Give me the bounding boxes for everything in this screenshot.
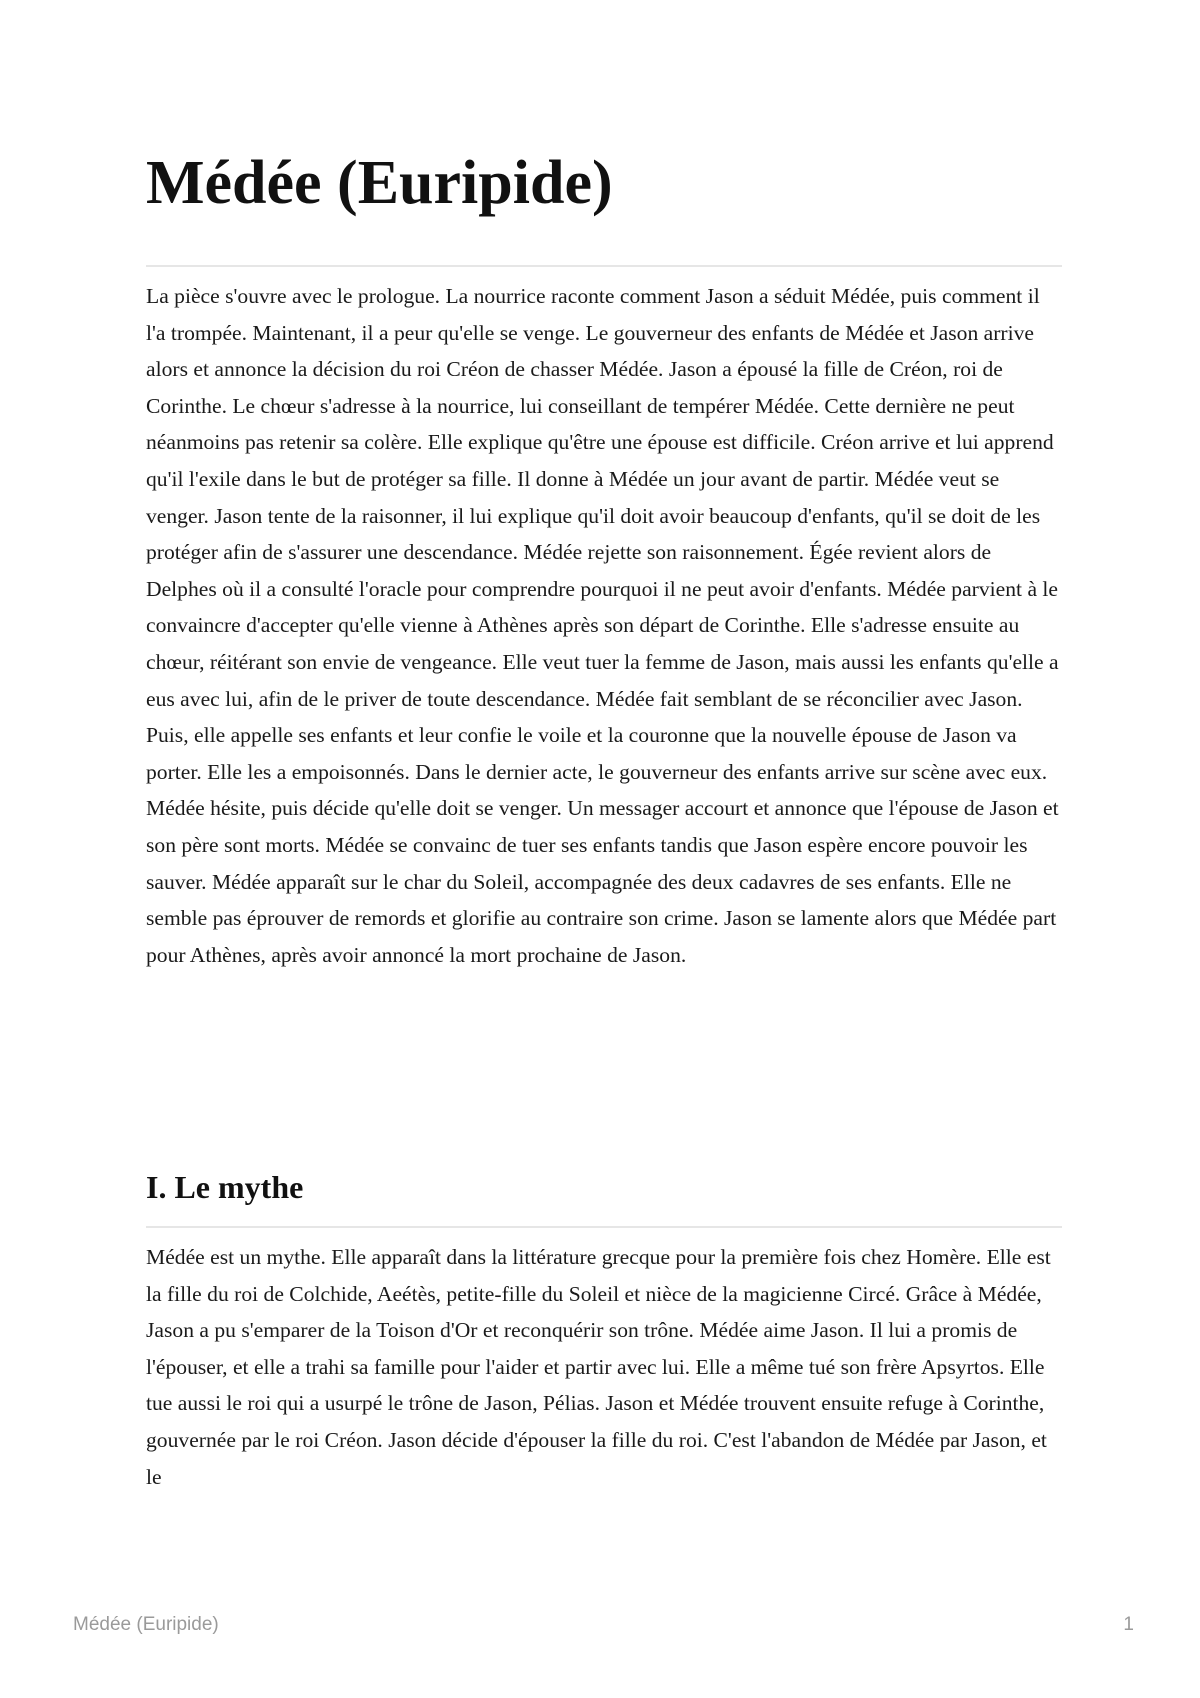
footer-page-number: 1 xyxy=(1123,1614,1134,1635)
section-divider xyxy=(146,1226,1062,1228)
section-paragraph-le-mythe: Médée est un mythe. Elle apparaît dans la littérature grecque pour la première fois chez Homère. Elle est la fille du roi de Colchide, Aeétès, petite-fille du Soleil et nièce de la magicienne Circé. Grâce à Médée, Jason a pu s'emparer de la Toison d'Or et reconquérir son trône. Médée aime Jason. Il lui a promis de l'épouser, et elle a trahi sa famille pour l'aider et partir avec lui. Elle a même tué son frère Apsyrtos. Elle tue aussi le roi qui a usurpé le trône de Jason, Pélias. Jason et Médée trouvent ensuite refuge à Corinthe, gouvernée par le roi Créon. Jason décide d'épouser la fille du roi. C'est l'abandon de Médée par Jason, et le xyxy=(146,1245,1051,1489)
page-title: Médée (Euripide) xyxy=(146,149,613,217)
footer-title: Médée (Euripide) xyxy=(73,1614,219,1635)
intro-paragraph: La pièce s'ouvre avec le prologue. La nourrice raconte comment Jason a séduit Médée, puis comment il l'a trompée. Maintenant, il a peur qu'elle se venge. Le gouverneur des enfants de Médée et Jason arrive alors et annonce la décision du roi Créon de chasser Médée. Jason a épousé la fille de Créon, roi de Corinthe. Le chœur s'adresse à la nourrice, lui conseillant de tempérer Médée. Cette dernière ne peut néanmoins pas retenir sa colère. Elle explique qu'être une épouse est difficile. Créon arrive et lui apprend qu'il l'exile dans le but de protéger sa fille. Il donne à Médée un jour avant de partir. Médée veut se venger. Jason tente de la raisonner, il lui explique qu'il doit avoir beaucoup d'enfants, qu'il se doit de les protéger afin de s'assurer une descendance. Médée rejette son raisonnement. Égée revient alors de Delphes où il a consulté l'oracle pour comprendre pourquoi il ne peut avoir d'enfants. Médée parvient à le convaincre d'accepter qu'elle vienne à Athènes après son départ de Corinthe. Elle s'adresse ensuite au chœur, réitérant son envie de vengeance. Elle veut tuer la femme de Jason, mais aussi les enfants qu'elle a eus avec lui, afin de le priver de toute descendance. Médée fait semblant de se réconcilier avec Jason. Puis, elle appelle ses enfants et leur confie le voile et la couronne que la nouvelle épouse de Jason va porter. Elle les a empoisonnés. Dans le dernier acte, le gouverneur des enfants arrive sur scène avec eux. Médée hésite, puis décide qu'elle doit se venger. Un messager accourt et annonce que l'épouse de Jason et son père sont morts. Médée se convainc de tuer ses enfants tandis que Jason espère encore pouvoir les sauver. Médée apparaît sur le char du Soleil, accompagnée des deux cadavres de ses enfants. Elle ne semble pas éprouver de remords et glorifie au contraire son crime. Jason se lamente alors que Médée part pour Athènes, après avoir annoncé la mort prochaine de Jason. xyxy=(146,284,1059,967)
section-heading-le-mythe: I. Le mythe xyxy=(146,1169,304,1205)
title-divider xyxy=(146,265,1062,267)
